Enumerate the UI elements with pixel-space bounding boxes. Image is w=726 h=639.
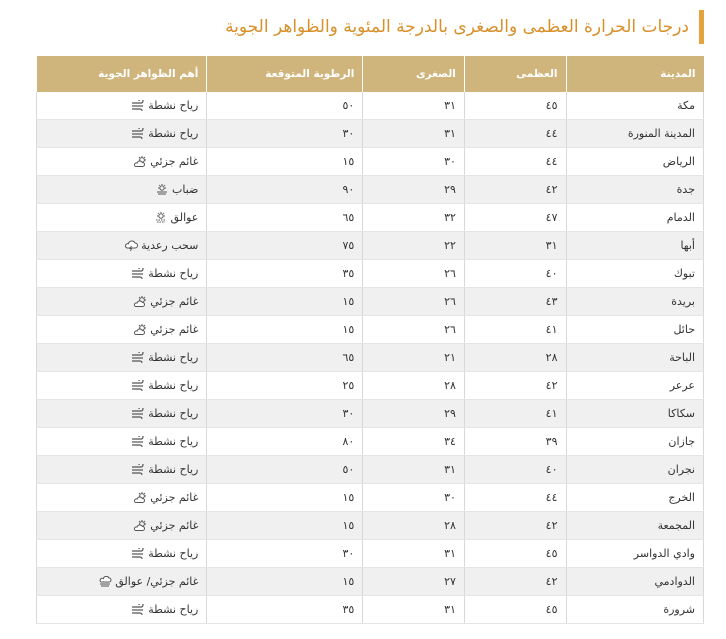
table-header — [37, 56, 704, 92]
cell-humidity: ٥٠ — [207, 92, 363, 120]
wind-icon — [131, 128, 145, 139]
cell-max: ٤٣ — [464, 288, 566, 316]
cell-humidity: ١٥ — [207, 568, 363, 596]
cell-min: ٢٦ — [363, 260, 465, 288]
phenomena-label: رياح نشطة — [148, 379, 199, 392]
cell-humidity: ٣٠ — [207, 540, 363, 568]
table-row — [37, 372, 704, 400]
table-row — [37, 204, 704, 232]
phenomena-label: غائم جزئي — [150, 519, 199, 532]
cell-max: ٤٢ — [464, 512, 566, 540]
cell-city: عرعر — [566, 372, 704, 400]
cell-min: ٢٦ — [363, 316, 465, 344]
cell-humidity: ٣٠ — [207, 400, 363, 428]
cell-phenomena — [37, 372, 207, 400]
cell-phenomena — [37, 484, 207, 512]
cell-max: ٤٠ — [464, 260, 566, 288]
cell-city: أبها — [566, 232, 704, 260]
phenomena-label: غائم جزئي — [150, 491, 199, 504]
cell-humidity: ١٥ — [207, 484, 363, 512]
partly-cloudy-icon — [133, 156, 147, 167]
phenomena-label: رياح نشطة — [148, 407, 199, 420]
cell-max: ٢٨ — [464, 344, 566, 372]
phenomena-label: رياح نشطة — [148, 99, 199, 112]
cell-city: جدة — [566, 176, 704, 204]
wind-icon — [131, 548, 145, 559]
table-row — [37, 260, 704, 288]
table-row — [37, 512, 704, 540]
cell-city: بريدة — [566, 288, 704, 316]
wind-icon — [131, 352, 145, 363]
cell-city: وادي الدواسر — [566, 540, 704, 568]
cell-phenomena — [37, 204, 207, 232]
wind-icon — [131, 464, 145, 475]
wind-icon — [131, 268, 145, 279]
cell-min: ٣٢ — [363, 204, 465, 232]
cell-max: ٤٠ — [464, 456, 566, 484]
cell-min: ٢٧ — [363, 568, 465, 596]
table-row — [37, 540, 704, 568]
header-city: المدينة — [566, 56, 704, 92]
phenomena-label: غائم جزئي/ عوالق — [115, 575, 199, 588]
cell-max: ٤٤ — [464, 484, 566, 512]
table-row — [37, 232, 704, 260]
cell-city: الباحة — [566, 344, 704, 372]
cell-humidity: ٥٠ — [207, 456, 363, 484]
table-row — [37, 344, 704, 372]
cell-humidity: ٣٥ — [207, 260, 363, 288]
cloud-dust-icon — [98, 576, 112, 587]
phenomena-label: غائم جزئي — [150, 155, 199, 168]
table-row — [37, 92, 704, 120]
cell-min: ٣١ — [363, 596, 465, 624]
cell-min: ٢٢ — [363, 232, 465, 260]
table-row — [37, 148, 704, 176]
cell-city: تبوك — [566, 260, 704, 288]
phenomena-label: ضباب — [172, 183, 199, 196]
cell-phenomena — [37, 92, 207, 120]
wind-icon — [131, 408, 145, 419]
cell-min: ٢٩ — [363, 400, 465, 428]
cell-min: ٣٤ — [363, 428, 465, 456]
cell-min: ٣١ — [363, 120, 465, 148]
cell-phenomena — [37, 456, 207, 484]
partly-cloudy-icon — [133, 492, 147, 503]
cell-max: ٤٢ — [464, 568, 566, 596]
phenomena-label: رياح نشطة — [148, 351, 199, 364]
cell-max: ٤١ — [464, 400, 566, 428]
table-row — [37, 484, 704, 512]
phenomena-label: رياح نشطة — [148, 547, 199, 560]
cell-city: الدمام — [566, 204, 704, 232]
wind-icon — [131, 380, 145, 391]
table-row — [37, 568, 704, 596]
cell-phenomena — [37, 316, 207, 344]
cell-city: حائل — [566, 316, 704, 344]
table-row — [37, 596, 704, 624]
cell-city: شرورة — [566, 596, 704, 624]
header-humidity: الرطوبة المتوقعة — [207, 56, 363, 92]
phenomena-label: رياح نشطة — [148, 435, 199, 448]
table-row — [37, 316, 704, 344]
cell-humidity: ١٥ — [207, 512, 363, 540]
cell-max: ٤٤ — [464, 120, 566, 148]
table-row — [37, 288, 704, 316]
phenomena-label: رياح نشطة — [148, 127, 199, 140]
phenomena-label: رياح نشطة — [148, 463, 199, 476]
cell-max: ٤٥ — [464, 92, 566, 120]
cell-phenomena — [37, 344, 207, 372]
cell-city: نجران — [566, 456, 704, 484]
cell-humidity: ٩٠ — [207, 176, 363, 204]
table-row — [37, 456, 704, 484]
cell-min: ٣١ — [363, 540, 465, 568]
cell-min: ٢٩ — [363, 176, 465, 204]
cell-max: ٤٥ — [464, 596, 566, 624]
phenomena-label: سحب رعدية — [141, 239, 199, 252]
cell-city: المجمعة — [566, 512, 704, 540]
cell-humidity: ٦٥ — [207, 204, 363, 232]
cell-min: ٢٨ — [363, 372, 465, 400]
phenomena-label: رياح نشطة — [148, 603, 199, 616]
cell-max: ٣٩ — [464, 428, 566, 456]
page-title: درجات الحرارة العظمى والصغرى بالدرجة المئوية والظواهر الجوية — [225, 17, 689, 37]
cell-max: ٤٢ — [464, 372, 566, 400]
cell-phenomena — [37, 232, 207, 260]
phenomena-label: غائم جزئي — [150, 295, 199, 308]
cell-phenomena — [37, 260, 207, 288]
header-phenomena: أهم الظواهر الجوية — [37, 56, 207, 92]
cell-min: ٣١ — [363, 92, 465, 120]
table-body — [37, 92, 704, 624]
title-bar — [225, 10, 704, 44]
wind-icon — [131, 100, 145, 111]
cell-max: ٤١ — [464, 316, 566, 344]
phenomena-label: غائم جزئي — [150, 323, 199, 336]
cell-humidity: ١٥ — [207, 316, 363, 344]
weather-table — [36, 56, 704, 624]
cell-phenomena — [37, 288, 207, 316]
cell-phenomena — [37, 400, 207, 428]
cell-city: جازان — [566, 428, 704, 456]
cell-min: ٣٠ — [363, 484, 465, 512]
cell-phenomena — [37, 568, 207, 596]
cell-phenomena — [37, 176, 207, 204]
cell-min: ٢٦ — [363, 288, 465, 316]
cell-min: ٣١ — [363, 456, 465, 484]
cell-humidity: ٨٠ — [207, 428, 363, 456]
cell-phenomena — [37, 596, 207, 624]
table-row — [37, 428, 704, 456]
cell-city: المدينة المنورة — [566, 120, 704, 148]
thunder-cloud-icon — [124, 240, 138, 251]
cell-max: ٤٤ — [464, 148, 566, 176]
cell-humidity: ٣٠ — [207, 120, 363, 148]
cell-humidity: ٦٥ — [207, 344, 363, 372]
partly-cloudy-icon — [133, 520, 147, 531]
partly-cloudy-icon — [133, 296, 147, 307]
cell-min: ٣٠ — [363, 148, 465, 176]
wind-icon — [131, 436, 145, 447]
cell-humidity: ١٥ — [207, 148, 363, 176]
cell-max: ٤٧ — [464, 204, 566, 232]
cell-phenomena — [37, 540, 207, 568]
cell-city: سكاكا — [566, 400, 704, 428]
cell-min: ٢٨ — [363, 512, 465, 540]
cell-min: ٢١ — [363, 344, 465, 372]
cell-max: ٤٢ — [464, 176, 566, 204]
cell-humidity: ١٥ — [207, 288, 363, 316]
header-max: العظمى — [464, 56, 566, 92]
cell-humidity: ٢٥ — [207, 372, 363, 400]
cell-city: الخرج — [566, 484, 704, 512]
table-row — [37, 120, 704, 148]
cell-phenomena — [37, 428, 207, 456]
cell-max: ٤٥ — [464, 540, 566, 568]
dust-icon — [154, 212, 168, 223]
cell-humidity: ٣٥ — [207, 596, 363, 624]
wind-icon — [131, 604, 145, 615]
fog-icon — [155, 184, 169, 195]
header-min: الصغرى — [363, 56, 465, 92]
table-row — [37, 400, 704, 428]
partly-cloudy-icon — [133, 324, 147, 335]
cell-phenomena — [37, 512, 207, 540]
cell-max: ٣١ — [464, 232, 566, 260]
phenomena-label: عوالق — [170, 211, 199, 224]
cell-city: الدوادمي — [566, 568, 704, 596]
cell-city: مكة — [566, 92, 704, 120]
cell-humidity: ٧٥ — [207, 232, 363, 260]
cell-city: الرياض — [566, 148, 704, 176]
table-row — [37, 176, 704, 204]
cell-phenomena — [37, 120, 207, 148]
cell-phenomena — [37, 148, 207, 176]
phenomena-label: رياح نشطة — [148, 267, 199, 280]
